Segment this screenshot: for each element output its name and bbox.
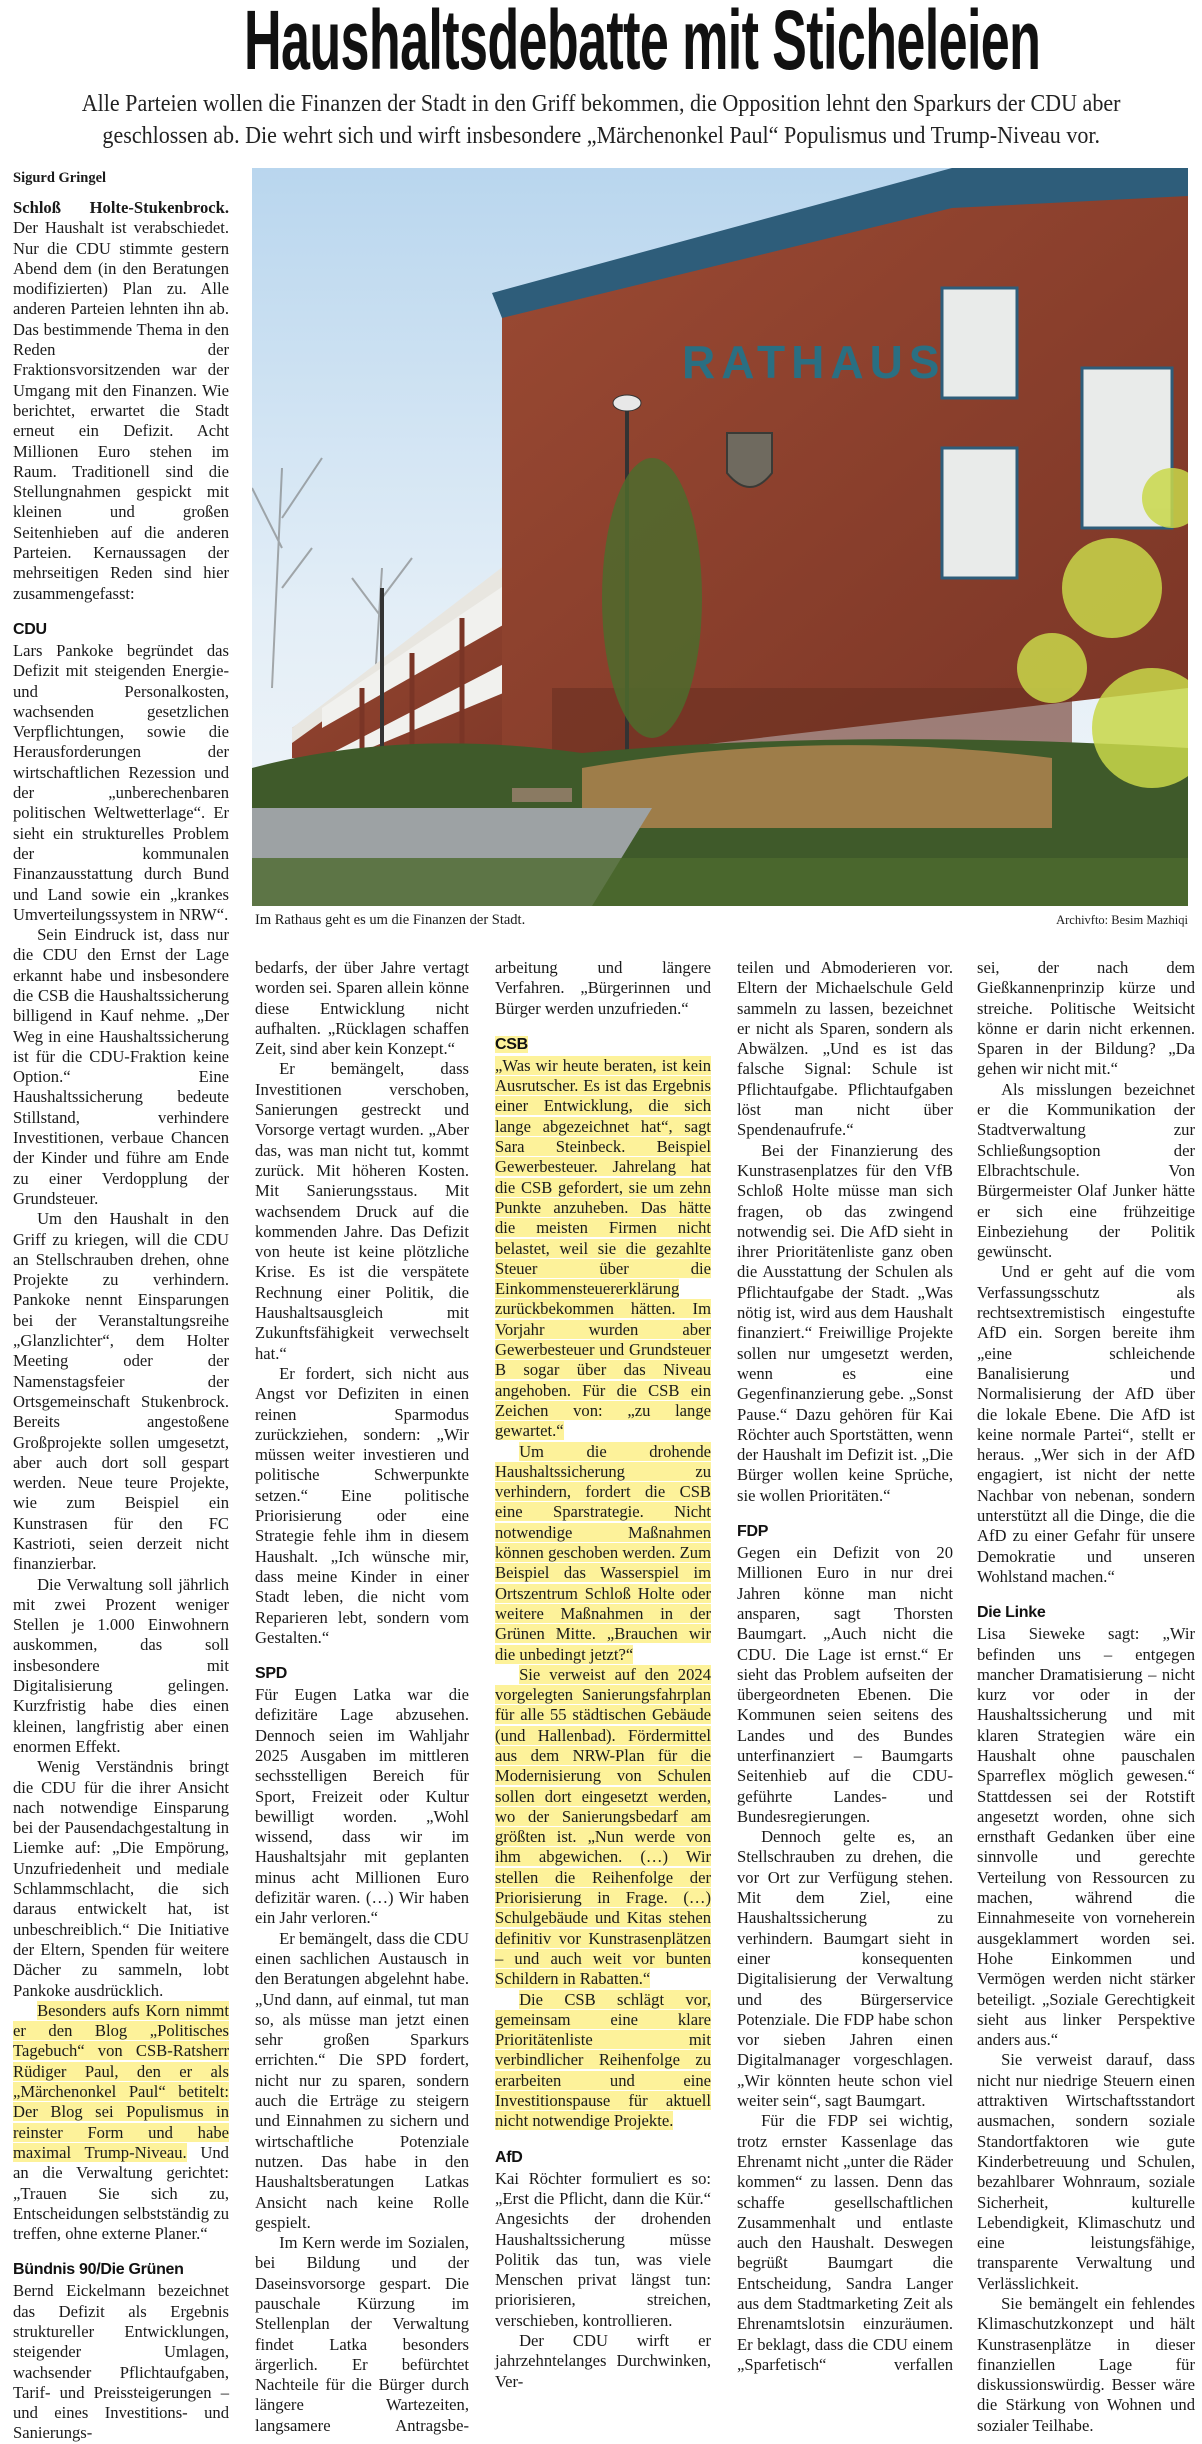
paragraph bbox=[737, 1827, 953, 2111]
paragraph bbox=[13, 1575, 229, 1758]
author-byline: Sigurd Gringel bbox=[13, 170, 107, 186]
rathaus-sign: RATHAUS bbox=[682, 336, 946, 388]
section-heading-text: Bündnis 90/Die Grünen bbox=[13, 2261, 184, 2279]
paragraph-text: Im Kern werde im Sozialen, bei Bildung und der Daseinsvorsorge gespart. Die pauschale Kürzung im Stellenplan der Verwaltung findet Latka besonders ärgerlich. Er befürchtet Nachteile für die Bürger durch längere Wartezeiten, langsamere Antragsbe- bbox=[255, 2233, 469, 2435]
paragraph-text: bedarfs, der über Jahre vertagt worden sei. Sparen allein könne diese Entwicklung nicht aufhalten. „Rücklagen schaffen Zeit, sind aber kein Konzept.“ bbox=[255, 958, 469, 1059]
subheadline-line-1: Alle Parteien wollen die Finanzen der Stadt in den Griff bekommen, die Opposition lehnt den Sparkurs der CDU aber bbox=[81, 90, 1121, 117]
paragraph bbox=[977, 2050, 1195, 2294]
section-heading bbox=[495, 2148, 711, 2168]
paragraph bbox=[977, 958, 1195, 1080]
coat-of-arms bbox=[727, 433, 772, 487]
paragraph bbox=[737, 1543, 953, 1827]
paragraph-text: Bei der Finanzierung des Kunstrasenplatzes für den VfB Schloß Holte müsse man sich fragen, ob das zwingend notwendig sei. Die AfD sieht in ihrer Prioritätenliste ganz oben die Ausstattung der Schulen als Pflichtaufgabe der Stadt. „Was nötig ist, wird aus dem Haushalt finanziert.“ Freiwillige Projekte sollen nur umgesetzt werden, wenn es eine Gegenfinanzierung gebe. „Sonst Pause.“ Dazu gehören für Kai Röchter auch Sportstätten, wenn der Haushalt im Defizit ist. „Die Bürger wollen keine Sprüche, sie wollen Prioritäten.“ bbox=[737, 1140, 953, 1505]
paragraph-text: Er fordert, sich nicht aus Angst vor Defiziten in einen reinen Sparmodus zurückziehen, sondern: „Wir müssen weiter investieren und politische Schwerpunkte setzen.“ Eine politische Priorisierung oder eine Strategie fehle ihm in diesem Haushalt. „Ich wünsche mir, dass meine Kinder in einer Stadt leben, die nicht vom Reparieren lebt, sondern vom Gestalten.“ bbox=[255, 1363, 469, 1647]
paragraph-text: Der CDU wirft er jahrzehntelanges Durchwinken, Ver- bbox=[495, 2331, 711, 2391]
headline-wrap bbox=[0, 0, 1202, 87]
paragraph bbox=[13, 641, 229, 925]
article-column-1 bbox=[13, 198, 229, 2444]
section-heading-text: CDU bbox=[13, 620, 47, 638]
paragraph-text: Für Eugen Latka war die defizitäre Lage abzusehen. Dennoch seien im Wahljahr 2025 Ausgaben im mittleren sechsstelligen Bereich für Sport, Freizeit oder Kultur bewilligt worden. „Wohl wissend, dass wir im Haushaltsjahr mit geplanten minus acht Millionen Euro defizitär waren. (…) Wir haben ein Jahr verloren.“ bbox=[255, 1685, 469, 1928]
paragraph-text: Und er geht auf die vom Verfassungsschutz als rechtsextremistisch eingestufte AfD ein. Sorgen bereite ihm „eine schleichende Banalisierung und Normalisierung der AfD über die lokale Ebene. Die AfD ist keine normale Partei“, stellt er heraus. „Wer sich in der AfD engagiert, ist nicht der nette Nachbar von nebenan, sondern unterstützt all die Dinge, die die AfD zu einer Gefahr für unsere Demokratie und unseren Wohlstand machen.“ bbox=[977, 1262, 1195, 1586]
paragraph-text: arbeitung und längere Verfahren. „Bürgerinnen und Bürger werden unzufrieden.“ bbox=[495, 958, 711, 1018]
paragraph-text: Lisa Sieweke sagt: „Wir befinden uns – entgegen mancher Dramatisierung – nicht kurz vor oder in der Haushaltssicherung und mit klaren Strategien wäre ein Haushalt ohne pauschalen Sparreflex möglich gewesen.“ Stattdessen sei der Rotstift angesetzt worden, ohne sich ernsthaft Gedanken über eine sinnvolle und gerechte Verteilung von Ressourcen zu machen, während die Einnahmeseite von vorneherein ausgeklammert worden sei. Hohe Einkommen und Vermögen werden nicht stärker beteiligt. „Soziale Gerechtigkeit sieht aus linker Perspektive anders aus.“ bbox=[977, 1624, 1195, 2050]
rathaus-photo-image bbox=[252, 168, 1188, 906]
photo-credit: Archivfto: Besim Mazhiqi bbox=[1056, 913, 1188, 927]
dateline: Schloß Holte-Stukenbrock. bbox=[13, 198, 229, 217]
photo-caption bbox=[255, 912, 1188, 929]
subheadline-line-2: geschlossen ab. Die wehrt sich und wirft insbesondere „Märchenonkel Paul“ Populismus und Trump-Niveau vor. bbox=[102, 122, 1100, 149]
paragraph bbox=[255, 1929, 469, 2233]
section-heading bbox=[255, 1664, 469, 1684]
paragraph bbox=[495, 2331, 711, 2392]
section-heading-text: Die Linke bbox=[977, 1604, 1046, 1622]
paragraph-text: Und an die Verwaltung gerichtet: „Trauen Sie sich zu, Entscheidungen selbstständig zu treffen, ohne externe Planer.“ bbox=[13, 2142, 229, 2244]
headline: Haushaltsdebatte mit Sticheleien bbox=[244, 0, 1041, 87]
paragraph bbox=[255, 958, 469, 1059]
paragraph bbox=[737, 2111, 953, 2375]
paragraph bbox=[737, 1141, 953, 1506]
paragraph bbox=[13, 2281, 229, 2443]
paragraph bbox=[255, 1685, 469, 1929]
highlighted-text: Besonders aufs Korn nimmt er den Blog „Politisches Tagebuch“ von CSB-Ratsherr Rüdiger Paul, den er als „Märchenonkel Paul“ betitelt: Der Blog sei Populismus in reinster Form und habe maximal Trump-Niveau. bbox=[13, 2000, 229, 2162]
paragraph bbox=[977, 2294, 1195, 2436]
paragraph bbox=[495, 1665, 711, 1990]
paragraph bbox=[255, 2233, 469, 2436]
paragraph-text: sei, der nach dem Gießkannenprinzip kürze und streiche. Politische Weitsicht könne er darin nicht erkennen. Sparen in der Bildung? „Da gehen wir nicht mit.“ bbox=[977, 958, 1195, 1079]
caption-text: Im Rathaus geht es um die Finanzen der Stadt. bbox=[255, 912, 526, 928]
highlighted-text: „Was wir heute beraten, ist kein Ausrutscher. Es ist das Ergebnis einer Entwicklung, die sich lange abgezeichnet hat“, sagt Sara Steinbeck. Beispiel Gewerbesteuer. Jahrelang hat die CSB gefordert, sie um zehn Punkte anzuheben. Das hätte die meisten Firmen nicht belastet, weil sie die gezahlte Steuer über die Einkommensteuererklärung zurückbekommen hätten. Im Vorjahr wurden aber Gewerbesteuer und Grundsteuer B sogar über das Niveau angehoben. Für die CSB ein Zeichen von: „zu lange gewartet.“ bbox=[495, 1055, 711, 1441]
paragraph bbox=[13, 2001, 229, 2245]
paragraph-text: Bernd Eickelmann bezeichnet das Defizit als Ergebnis struktureller Entwicklungen, steigender Umlagen, wachsender Pflichtaufgaben, Tarif- und Preissteigerungen – und eines Investitions- und Sanierungs- bbox=[13, 2281, 229, 2443]
paragraph bbox=[977, 1262, 1195, 1587]
paragraph bbox=[495, 1990, 711, 2132]
paragraph-text: Wenig Verständnis bringt die CDU für die ihrer Ansicht nach notwendige Einsparung bei der Pausendachgestaltung in Liemke auf: „Die Empörung, Unzufriedenheit und mediale Schlammschlacht, die sich daraus entwickelt hat, ist unbeschreiblich.“ Die Initiative der Eltern, Spenden für weitere Dächer zu sammeln, lobt Pankoke ausdrücklich. bbox=[13, 1757, 229, 2000]
article-column-5 bbox=[977, 958, 1195, 2436]
paragraph-text: teilen und Abmoderieren vor. Eltern der Michaelschule Geld sammeln zu lassen, bezeichnet er nicht als Sparen, sondern als Abwälzen. „Und es ist das falsche Signal: Schule ist Pflichtaufgabe. Pflichtaufgaben löst man nicht über Spendenaufrufe.“ bbox=[737, 958, 953, 1140]
paragraph-text: Sie bemängelt ein fehlendes Klimaschutzkonzept und hält Kunstrasenplätze in dieser finanziellen Lage für diskussionswürdig. Besser wäre die Stärkung von Wohnen und sozialer Teilhabe. bbox=[977, 2294, 1195, 2435]
article-column-2 bbox=[255, 958, 469, 2436]
paragraph bbox=[495, 1442, 711, 1665]
paragraph-text: Der Haushalt ist verabschiedet. Nur die CDU stimmte gestern Abend dem (in den Beratungen modifizierten) Plan zu. Alle anderen Parteien lehnten ihn ab. Das bestimmende Thema in den Reden der Fraktionsvorsitzenden war der Umgang mit den Finanzen. Wie berichtet, erwartet die Stadt erneut ein Defizit. Acht Millionen Euro stehen im Raum. Traditionell sind die Stellungnahmen gespickt mit kleinen und großen Seitenhieben auf die anderen Parteien. Kernaussagen der mehrseitigen Reden sind hier zusammengefasst: bbox=[13, 218, 229, 603]
paragraph-text: Für die FDP sei wichtig, trotz ernster Kassenlage das Ehrenamt nicht „unter die Räder kommen“ zu lassen. Denn das schaffe gesellschaftlichen Zusammenhalt und entlaste auch den Haushalt. Deswegen begrüßt Baumgart die Entscheidung, Sandra Langer aus dem Stadtmarketing Zeit als Ehrenamtslotsin einzuräumen. Er beklagt, dass die CDU einem „Sparfetisch“ verfallen bbox=[737, 2111, 953, 2374]
paragraph bbox=[13, 925, 229, 1209]
section-heading-text: FDP bbox=[737, 1523, 769, 1541]
paragraph-text: Er bemängelt, dass Investitionen verschoben, Sanierungen gestreckt und Vorsorge vertagt wurden. „Aber das, was man nicht tut, kommt zurück. Mit höheren Kosten. Mit Sanierungsstaus. Mit wachsendem Druck auf die kommenden Jahre. Das Defizit von heute ist keine plötzliche Krise. Es ist die verspätete Rechnung einer Politik, die Haushaltsausgleich mit Zukunftsfähigkeit verwechselt hat.“ bbox=[255, 1059, 469, 1363]
section-heading bbox=[977, 1603, 1195, 1623]
paragraph bbox=[255, 1059, 469, 1363]
paragraph bbox=[13, 198, 229, 604]
paragraph bbox=[495, 2169, 711, 2331]
section-heading-text: AfD bbox=[495, 2148, 523, 2166]
paragraph bbox=[495, 1056, 711, 1442]
paragraph-text: Dennoch gelte es, an Stellschrauben zu drehen, die vor Ort zur Verfügung stehen. Mit dem Ziel, eine Haushaltssicherung zu verhindern. Baumgart sieht in einer konsequenten Digitalisierung der Verwaltung und des Bürgerservice Potenziale. Die FDP habe schon vor sieben Jahren einen Digitalmanager vorgeschlagen. „Wir könnten heute schon viel weiter sein“, sagt Baumgart. bbox=[737, 1827, 953, 2111]
paragraph-text: Um den Haushalt in den Griff zu kriegen, will die CDU an Stellschrauben drehen, ohne Projekte zu verhindern. Pankoke nennt Einsparungen bei der Veranstaltungsreihe „Glanzlichter“, dem Holter Meeting oder der Namenstagsfeier der Ortsgemeinschaft Stukenbrock. Bereits angestoßene Großprojekte sollen umgesetzt, aber auch dort soll gespart werden. Neue teure Projekte, wie zum Beispiel ein Kunstrasen für den FC Kastrioti, seien derzeit nicht finanzierbar. bbox=[13, 1209, 229, 1574]
subheadline bbox=[0, 88, 1202, 152]
paragraph bbox=[977, 1080, 1195, 1263]
paragraph bbox=[977, 1624, 1195, 2050]
paragraph bbox=[737, 958, 953, 1141]
article-column-3 bbox=[495, 958, 711, 2392]
paragraph bbox=[13, 1757, 229, 2001]
article-column-4 bbox=[737, 958, 953, 2375]
tree bbox=[602, 458, 702, 738]
paragraph bbox=[495, 958, 711, 1019]
paragraph-text: Gegen ein Defizit von 20 Millionen Euro in nur drei Jahren könne man nicht ansparen, sagt Thorsten Baumgart. „Auch nicht die CDU. Die Lage ist ernst.“ Er sieht das Problem aufseiten der übergeordneten Ebenen. Die Kommunen seien seitens des Landes und des Bundes unterfinanziert – Baumgarts Seitenhieb auf die CDU-geführte Landes- und Bundesregierungen. bbox=[737, 1543, 953, 1826]
rathaus-photo bbox=[252, 168, 1188, 906]
highlighted-text: Sie verweist auf den 2024 vorgelegten Sanierungsfahrplan für alle 55 städtischen Gebäude (und Hallenbad). Fördermittel aus dem NRW-Plan für die Modernisierung von Schulen sollen dort eingesetzt werden, wo der Sanierungsbedarf am größten ist. „Nun werde von ihm abgewichen. (…) Wir stellen die Reihenfolge der Priorisierung in Frage. (…) Schulgebäude und Kitas stehen definitiv vor Kunstrasenplätzen – und auch weit vor bunten Schildern in Rabatten.“ bbox=[495, 1664, 711, 1989]
paragraph-text: Sie verweist darauf, dass nicht nur niedrige Steuern einen attraktiven Wirtschaftsstandort ausmachen, sondern soziale Standortfaktoren wie gute Kinderbetreuung und Schulen, bezahlbarer Wohnraum, soziale Sicherheit, kulturelle Lebendigkeit, Klimaschutz und eine leistungsfähige, transparente Verwaltung und Verlässlichkeit. bbox=[977, 2050, 1195, 2293]
paragraph-text: Kai Röchter formuliert es so: „Erst die Pflicht, dann die Kür.“ Angesichts der drohenden Haushaltssicherung müsse Politik das tun, was viele Menschen privat längst tun: priorisieren, streichen, verschieben, kontrollieren. bbox=[495, 2168, 711, 2330]
section-heading-text: SPD bbox=[255, 1665, 287, 1683]
highlighted-text: Die CSB schlägt vor, gemeinsam eine klare Prioritätenliste mit verbindlicher Reihenfolge zu erarbeiten und eine Investitionspause für aktuell nicht notwendige Projekte. bbox=[495, 1989, 711, 2131]
section-heading bbox=[737, 1522, 953, 1542]
section-heading bbox=[13, 2260, 229, 2280]
paragraph bbox=[255, 1364, 469, 1648]
section-heading bbox=[495, 1035, 711, 1055]
section-heading-text: CSB bbox=[495, 1035, 528, 1053]
paragraph-text: Die Verwaltung soll jährlich mit zwei Prozent weniger Stellen je 1.000 Einwohnern auskommen, das soll insbesondere mit Digitalisierung gelingen. Kurzfristig habe dies einen kleinen, langfristig aber einen enormen Effekt. bbox=[13, 1574, 229, 1756]
bench bbox=[512, 788, 572, 802]
section-heading bbox=[13, 620, 229, 640]
highlighted-text: Um die drohende Haushaltssicherung zu verhindern, fordert die CSB eine Sparstrategie. Nicht notwendige Maßnahmen können geschoben werden. Zum Beispiel das Wasserspiel im Ortszentrum Schloß Holte oder weitere Maßnahmen in der Grünen Mitte. „Brauchen wir die unbedingt jetzt?“ bbox=[495, 1441, 711, 1664]
paragraph-text: Lars Pankoke begründet das Defizit mit steigenden Energie- und Personalkosten, wachsenden gesetzlichen Verpflichtungen, sowie die Herausforderungen der wirtschaftlichen Rezession und der „unberechenbaren politischen Weltwetterlage“. Er sieht ein strukturelles Problem der kommunalen Finanzausstattung durch Bund und Land sowie ein „krankes Umverteilungssystem in NRW“. bbox=[13, 640, 229, 924]
paragraph bbox=[13, 1209, 229, 1574]
paragraph-text: Er bemängelt, dass die CDU einen sachlichen Austausch in den Beratungen abgelehnt habe. „Und dann, auf einmal, tut man so, als müsse man jetzt einen sehr großen Sparkurs errichten.“ Die SPD fordert, nicht nur zu sparen, sondern auch die Erträge zu steigern und Einnahmen zu sichern und wirtschaftliche Potenziale nutzen. Das habe in den Haushaltsberatungen Latkas Ansicht nach keine Rolle gespielt. bbox=[255, 1928, 469, 2232]
paragraph-text: Sein Eindruck ist, dass nur die CDU den Ernst der Lage erkannt habe und insbesondere die CSB die Haushaltssicherung billigend in Kauf nehme. „Der Weg in eine Haushaltssicherung ist für die CDU-Fraktion keine Option.“ Eine Haushaltssicherung bedeute Stillstand, verhindere Investitionen, verbaue Chancen der Kinder und führe am Ende zu einer Verdopplung der Grundsteuer. bbox=[13, 925, 229, 1208]
paragraph-text: Als misslungen bezeichnet er die Kommunikation der Stadtverwaltung zur Schließungsoption der Elbrachtschule. Von Bürgermeister Olaf Junker hätte er sich eine frühzeitige Einbeziehung der Politik gewünscht. bbox=[977, 1079, 1195, 1262]
